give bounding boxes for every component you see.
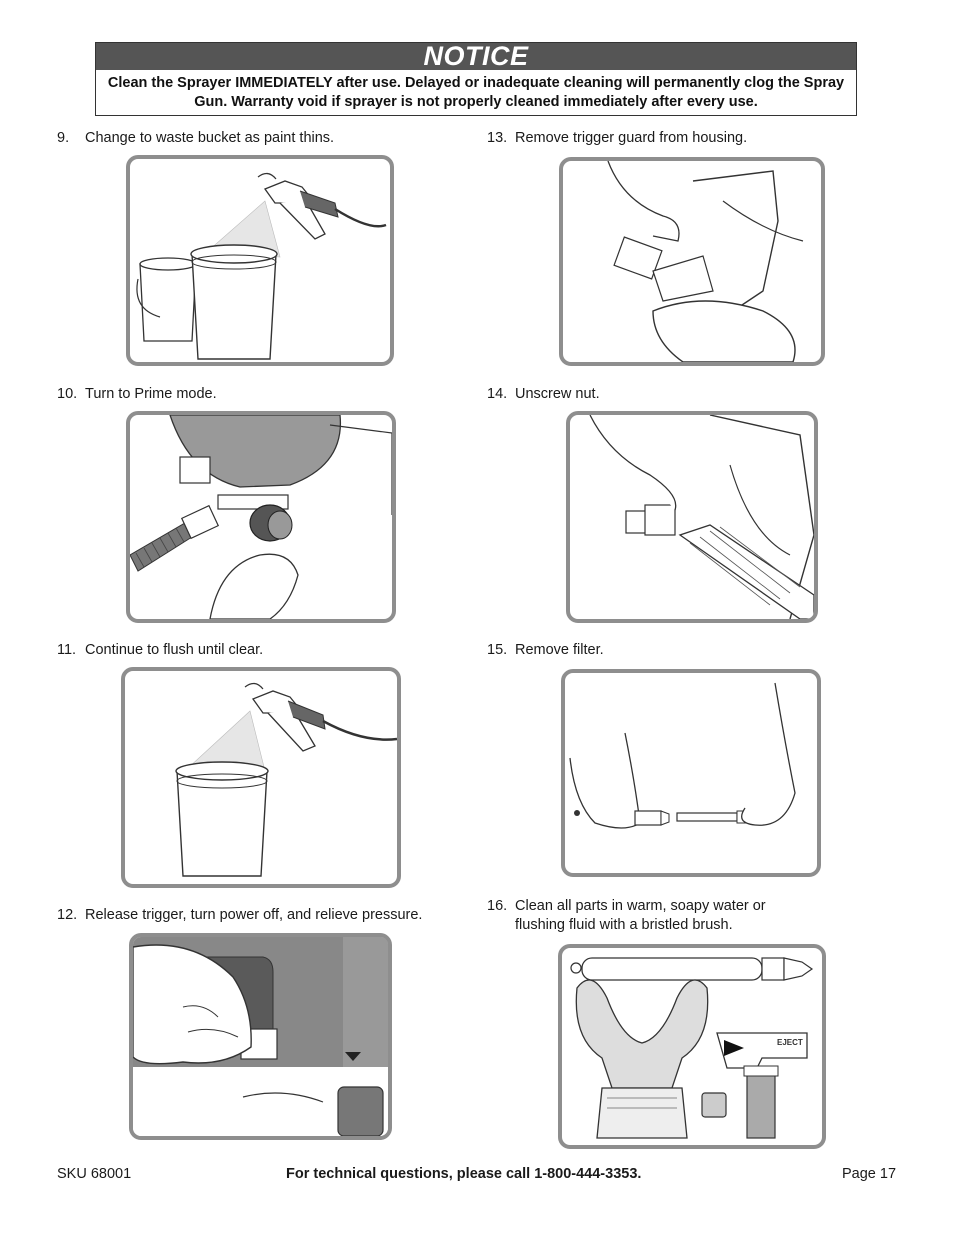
illustration-step-12 [129,933,392,1140]
illustration-step-10 [126,411,396,623]
footer-contact: For technical questions, please call 1-800-444-3353. [286,1166,642,1182]
step-number: 15. [487,642,508,658]
notice-text: Clean the Sprayer IMMEDIATELY after use. Delayed or inadequate cleaning will permanently clog the Spray Gun. Warranty void if sprayer is not properly cleaned immediately after every use. [107,75,845,110]
clean-parts-illustration [562,948,822,1145]
step-text: Turn to Prime mode. [85,386,217,402]
unscrew-nut-illustration [570,415,814,619]
flush-bucket-spray-illustration [125,671,397,884]
footer-page-number: Page 17 [842,1166,897,1182]
step-text: Remove trigger guard from housing. [515,130,748,146]
step-text: Change to waste bucket as paint thins. [85,130,335,146]
footer-sku: SKU 68001 [57,1166,132,1182]
illustration-step-16 [558,944,826,1149]
waste-bucket-spray-illustration [130,159,390,362]
step-text-line-2: flushing fluid with a bristled brush. [515,917,733,933]
illustration-step-13 [559,157,825,366]
prime-mode-valve-illustration [130,415,392,619]
step-text: Release trigger, turn power off, and relieve pressure. [85,907,423,923]
step-number: 12. [57,907,78,923]
illustration-step-9 [126,155,394,366]
remove-filter-illustration [565,673,817,873]
notice-title: NOTICE [96,43,856,70]
step-text-line-1: Clean all parts in warm, soapy water or [515,898,766,914]
step-number: 10. [57,386,78,402]
illustration-step-11 [121,667,401,888]
notice-box [95,42,857,116]
step-number: 13. [487,130,508,146]
eject-label: EJECT [777,1038,803,1047]
trigger-guard-removal-illustration [563,161,821,362]
step-number: 11. [57,642,77,658]
step-number: 9. [57,130,70,146]
step-text: Unscrew nut. [515,386,600,402]
illustration-step-15 [561,669,821,877]
step-text: Remove filter. [515,642,604,658]
step-number: 14. [487,386,508,402]
step-number: 16. [487,898,508,914]
step-text: Continue to flush until clear. [85,642,264,658]
illustration-step-14 [566,411,818,623]
power-switch-illustration [133,937,388,1136]
